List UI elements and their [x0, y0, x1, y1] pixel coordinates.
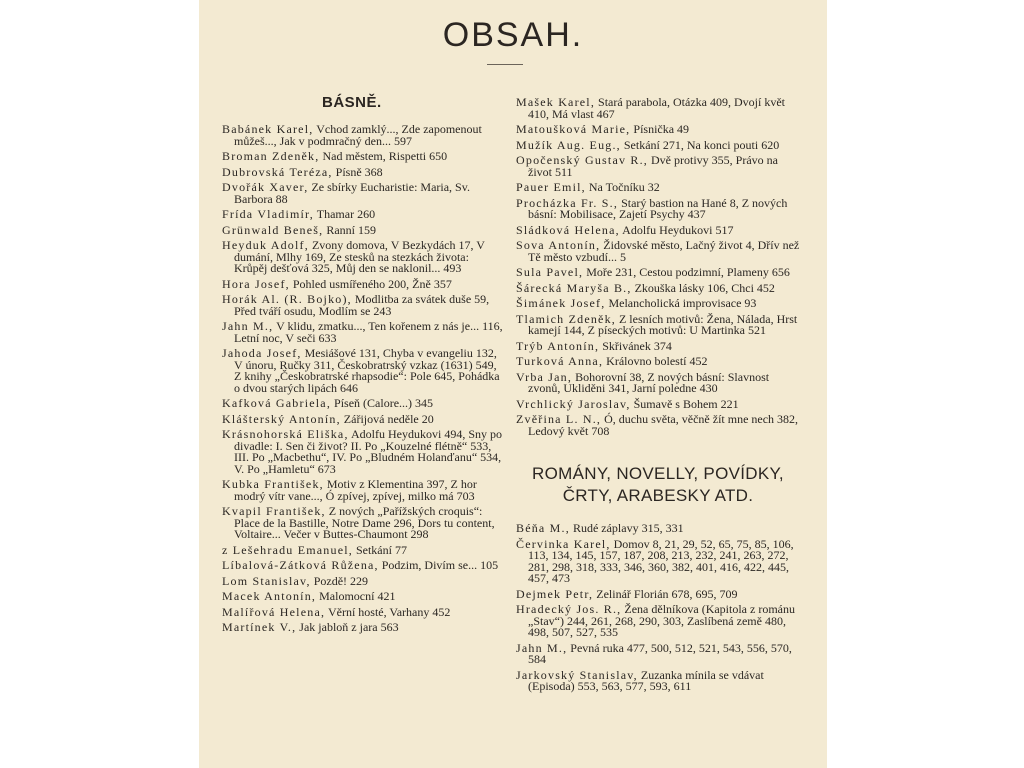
toc-entry — [222, 591, 504, 603]
toc-entry-works: Malomocní 421 — [316, 589, 396, 603]
toc-entry-author: Mašek Karel, — [516, 95, 596, 109]
toc-entry — [222, 573, 504, 588]
toc-entry — [516, 267, 800, 279]
section-heading-romany-line2: ČRTY, ARABESKY ATD. — [562, 486, 754, 505]
toc-entry-author: Tlamich Zdeněk, — [516, 311, 616, 326]
toc-entry-works: Z nových „Pařížských croquis“: Place de la Bastille, Notre Dame 296, Dors tu content, Voltaire... Večer v Buttes-Chaumont 298 — [234, 504, 495, 541]
toc-entry-author: Sula Pavel, — [516, 265, 584, 279]
toc-entry-author: Heyduk Adolf, — [222, 238, 309, 252]
toc-entry — [222, 429, 504, 475]
toc-entry-author: Malířová Helena, — [222, 604, 326, 619]
toc-entry-author: Líbalová-Zátková Růžena, — [222, 558, 379, 572]
toc-entry-works: Dvě protivy 355, Právo na život 511 — [528, 153, 778, 179]
toc-entry-author: Jahn M., — [222, 319, 274, 333]
toc-entry — [222, 604, 504, 619]
toc-entry — [516, 298, 800, 310]
toc-entry-works: Zářijová neděle 20 — [340, 411, 434, 426]
toc-entry-works: Zelinář Florián 678, 695, 709 — [593, 586, 738, 601]
toc-entry — [516, 124, 800, 136]
toc-entry-author: Babánek Karel, — [222, 122, 314, 136]
toc-entry-author: Jarkovský Stanislav, — [516, 667, 638, 682]
toc-entry-works: Bohorovní 38, Z nových básní: Slavnost zvonů, Ukliděni 341, Jarní poledne 430 — [528, 369, 770, 395]
toc-entry — [516, 240, 800, 263]
toc-entry-works: Jak jabloň z jara 563 — [296, 620, 399, 634]
toc-entry — [222, 124, 504, 147]
toc-entry-author: Kubka František, — [222, 477, 324, 491]
toc-entry — [222, 294, 504, 317]
toc-entry-works: Zvony domova, V Bezkydách 17, V dumání, Mlhy 169, Ze stesků na stezkách života: Krůpěj dešťová 325, Můj den se naklonil... 493 — [234, 238, 485, 275]
toc-entry-works: Adolfu Heydukovi 517 — [619, 222, 734, 237]
toc-entry — [516, 536, 800, 585]
toc-entry — [222, 411, 504, 426]
toc-entry-author: Procházka Fr. S., — [516, 195, 619, 210]
toc-entry — [222, 348, 504, 394]
toc-entry-author: Trýb Antonín, — [516, 338, 600, 353]
toc-entry-author: Vrba Jan, — [516, 369, 573, 384]
toc-entry — [222, 542, 504, 557]
toc-entry — [516, 356, 800, 368]
toc-entry — [516, 523, 800, 535]
toc-entry — [222, 506, 504, 541]
toc-entry-author: Martínek V., — [222, 620, 297, 634]
toc-entry — [222, 222, 504, 237]
toc-entry-author: Macek Antonín, — [222, 589, 317, 603]
toc-entry-author: Sládková Helena, — [516, 222, 620, 237]
toc-entry-author: Jahoda Josef, — [222, 346, 302, 360]
toc-entry-author: Hora Josef, — [222, 276, 290, 291]
toc-entry-works: Zkouška lásky 106, Chci 452 — [631, 280, 775, 295]
toc-entry-works: Zuzanka mínila se vdávat (Episoda) 553, 563, 577, 593, 611 — [528, 667, 764, 693]
toc-entry — [222, 321, 504, 344]
toc-entry — [222, 240, 504, 275]
toc-entry-works: Židovské město, Lačný život 4, Dřív než Tě město vzbudí... 5 — [528, 238, 800, 264]
toc-entry-author: Šimánek Josef, — [516, 296, 606, 310]
toc-entry-works: Žena dělníkova (Kapitola z románu „Stav“) 244, 261, 268, 290, 303, Zaslíbená země 480, 498, 507, 527, 535 — [528, 602, 795, 639]
toc-entry-works: Starý bastion na Hané 8, Z nových básní: Mobilisace, Zajetí Psychy 437 — [528, 195, 788, 221]
toc-entry-author: Lom Stanislav, — [222, 573, 311, 588]
toc-entry-author: Mužík Aug. Eug., — [516, 137, 621, 152]
toc-entry-works: Královno bolestí 452 — [603, 354, 708, 368]
toc-entry-works: Na Točníku 32 — [585, 180, 660, 194]
toc-entry-author: Krásnohorská Eliška, — [222, 427, 349, 441]
toc-entry-works: Mesiášové 131, Chyba v evangeliu 132, V únoru, Ručky 311, Českobratrský vzkaz (1631) 549, Z knihy „Českobratrské rhapsodie“: Pole 645, Pohádka o dvou starých lipách 646 — [234, 346, 500, 395]
toc-entry-author: Zvěřina L. N., — [516, 412, 602, 426]
toc-entry-author: z Lešehradu Emanuel, — [222, 542, 353, 557]
toc-entry — [222, 560, 504, 572]
page-title: OBSAH. — [442, 16, 584, 54]
toc-entry-works: Pozdě! 229 — [310, 573, 369, 588]
toc-entry — [516, 338, 800, 353]
toc-entry — [516, 604, 800, 639]
toc-entry-author: Broman Zdeněk, — [222, 149, 320, 163]
toc-entry — [516, 667, 800, 693]
toc-entry-works: Šumavě s Bohem 221 — [630, 396, 739, 411]
toc-entry — [516, 414, 800, 437]
toc-entry — [516, 396, 800, 411]
toc-entry-author: Červinka Karel, — [516, 536, 611, 551]
toc-entry — [222, 151, 504, 163]
left-column — [222, 124, 504, 638]
toc-entry — [516, 137, 800, 152]
toc-entry-works: Rudé záplavy 315, 331 — [569, 521, 684, 535]
toc-entry-author: Pauer Emil, — [516, 180, 586, 194]
toc-entry-author: Šárecká Maryša B., — [516, 280, 632, 295]
toc-entry — [516, 586, 800, 601]
toc-entry-works: Domov 8, 21, 29, 52, 65, 75, 85, 106, 113, 134, 145, 157, 187, 208, 213, 232, 241, 263, 272, 281, 298, 318, 333, 346, 360, 382, 401, 416, 422, 445, 457, 473 — [528, 536, 794, 585]
toc-entry-works: Písně 368 — [332, 164, 383, 179]
toc-entry-works: Setkání 271, Na konci pouti 620 — [620, 137, 780, 152]
toc-entry-author: Dvořák Xaver, — [222, 180, 309, 194]
toc-entry-author: Grünwald Beneš, — [222, 222, 324, 237]
toc-entry — [222, 182, 504, 205]
toc-entry-author: Matoušková Marie, — [516, 122, 631, 136]
toc-entry-works: Melancholická improvisace 93 — [605, 296, 757, 310]
toc-entry-works: Motiv z Klementina 397, Z hor modrý vítr vane..., Ó zpívej, zpívej, milko má 703 — [234, 477, 477, 503]
toc-entry-works: Adolfu Heydukovi 494, Sny po divadle: I. Sen či život? II. Po „Kouzelné flétně“ 533, III. Po „Macbethu“, IV. Po „Bludném Holanďanu“ 534, V. Po „Hamletu“ 673 — [234, 427, 502, 476]
toc-entry-author: Kafková Gabriela, — [222, 396, 332, 410]
toc-entry-works: Modlitba za svátek duše 59, Před tváří osudu, Modlím se 243 — [234, 292, 490, 318]
toc-entry-works: Pevná ruka 477, 500, 512, 521, 543, 556, 570, 584 — [528, 640, 792, 666]
right-entries-poems — [516, 97, 800, 437]
toc-entry-works: Ó, duchu světa, věčně žít mne nech 382, Ledový květ 708 — [528, 412, 799, 438]
toc-entry — [222, 209, 504, 221]
toc-entry-author: Jahn M., — [516, 640, 568, 655]
toc-entry-works: Moře 231, Cestou podzimní, Plameny 656 — [583, 265, 790, 279]
toc-entry-works: Věrní hosté, Varhany 452 — [325, 604, 451, 619]
toc-entry — [516, 195, 800, 221]
toc-entry-works: Vchod zamklý..., Zde zapomenout můžeš..., Jak v podmračný den... 597 — [234, 122, 482, 148]
toc-entry-author: Klášterský Antonín, — [222, 411, 341, 426]
toc-entry-works: Pohled usmířeného 200, Žně 357 — [289, 276, 452, 291]
toc-entry-author: Dubrovská Teréza, — [222, 164, 333, 179]
toc-entry — [516, 640, 800, 666]
section-heading-romany-line1: ROMÁNY, NOVELLY, POVÍDKY, — [532, 464, 784, 483]
title-divider — [487, 64, 523, 65]
right-entries-prose — [516, 523, 800, 693]
toc-entry-author: Béňa M., — [516, 521, 570, 535]
toc-entry-author: Hradecký Jos. R., — [516, 602, 622, 616]
toc-entry — [516, 280, 800, 295]
toc-entry-works: Skřivánek 374 — [599, 338, 672, 353]
section-heading-basne: BÁSNĚ. — [322, 94, 382, 111]
toc-entry-author: Dejmek Petr, — [516, 586, 594, 601]
toc-entry-author: Turková Anna, — [516, 354, 604, 368]
toc-entry-author: Kvapil František, — [222, 504, 326, 518]
toc-entry-author: Opočenský Gustav R., — [516, 153, 648, 167]
toc-entry-works: Podzim, Divím se... 105 — [378, 558, 499, 572]
toc-entry-author: Horák Al. (R. Bojko), — [222, 292, 352, 306]
toc-entry-works: Setkání 77 — [352, 542, 407, 557]
toc-entry — [222, 479, 504, 502]
toc-entry — [516, 97, 800, 120]
toc-entry — [516, 182, 800, 194]
right-column — [516, 97, 800, 697]
toc-entry — [222, 276, 504, 291]
section-heading-romany — [516, 463, 800, 507]
toc-entry — [516, 155, 800, 178]
toc-entry — [516, 369, 800, 395]
toc-entry-works: Z lesních motivů: Žena, Nálada, Hrst kamejí 144, Z píseckých motivů: U Martinka 521 — [528, 311, 798, 337]
toc-entry-works: Píseň (Calore...) 345 — [331, 396, 434, 410]
toc-entry-author: Frída Vladimír, — [222, 207, 314, 221]
toc-entry — [516, 222, 800, 237]
toc-entry — [222, 622, 504, 634]
toc-entry — [516, 311, 800, 337]
toc-entry — [222, 398, 504, 410]
toc-entry-works: Ranní 159 — [323, 222, 376, 237]
toc-entry-works: Nad městem, Rispetti 650 — [319, 149, 448, 163]
toc-entry-works: Stará parabola, Otázka 409, Dvojí květ 410, Má vlast 467 — [528, 95, 785, 121]
book-page — [199, 0, 827, 768]
toc-entry-works: V klidu, zmatku..., Ten kořenem z nás je... 116, Letní noc, V seči 633 — [234, 319, 503, 345]
toc-entry — [222, 164, 504, 179]
toc-entry-works: Thamar 260 — [313, 207, 376, 221]
toc-entry-works: Písnička 49 — [630, 122, 690, 136]
toc-entry-author: Vrchlický Jaroslav, — [516, 396, 631, 411]
toc-entry-author: Sova Antonín, — [516, 238, 601, 252]
toc-entry-works: Ze sbírky Eucharistie: Maria, Sv. Barbora 88 — [234, 180, 470, 206]
